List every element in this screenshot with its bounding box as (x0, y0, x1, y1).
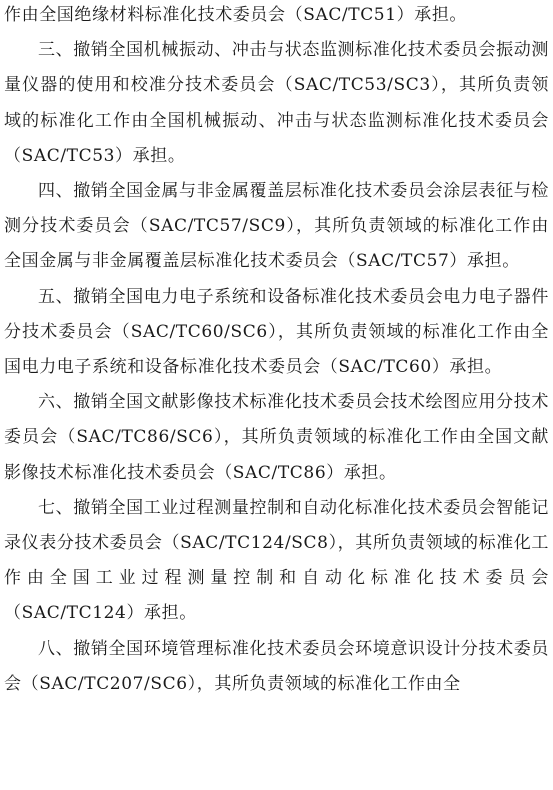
paragraph-item-4: 四、撤销全国金属与非金属覆盖层标准化技术委员会涂层表征与检测分技术委员会（SAC/TC57/SC9），其所负责领域的标准化工作由全国金属与非金属覆盖层标准化技术委员会（SAC/TC57）承担。 (4, 181, 549, 272)
paragraph-item-3: 三、撤销全国机械振动、冲击与状态监测标准化技术委员会振动测量仪器的使用和校准分技术委员会（SAC/TC53/SC3），其所负责领域的标准化工作由全国机械振动、冲击与状态监测标准化技术委员会（SAC/TC53）承担。 (4, 40, 549, 166)
paragraph-item-8: 八、撤销全国环境管理标准化技术委员会环境意识设计分技术委员会（SAC/TC207/SC6），其所负责领域的标准化工作由全 (4, 638, 549, 694)
paragraph-item-6: 六、撤销全国文献影像技术标准化技术委员会技术绘图应用分技术委员会（SAC/TC86/SC6），其所负责领域的标准化工作由全国文献影像技术标准化技术委员会（SAC/TC86）承担。 (4, 392, 549, 483)
paragraph-item-7: 七、撤销全国工业过程测量控制和自动化标准化技术委员会智能记录仪表分技术委员会（SAC/TC124/SC8），其所负责领域的标准化工作由全国工业过程测量控制和自动化标准化技术委员会（SAC/TC124）承担。 (4, 497, 549, 624)
paragraph-item-5: 五、撤销全国电力电子系统和设备标准化技术委员会电力电子器件分技术委员会（SAC/TC60/SC6），其所负责领域的标准化工作由全国电力电子系统和设备标准化技术委员会（SAC/TC60）承担。 (4, 286, 549, 378)
paragraph-continuation: 作由全国绝缘材料标准化技术委员会（SAC/TC51）承担。 (4, 5, 468, 25)
